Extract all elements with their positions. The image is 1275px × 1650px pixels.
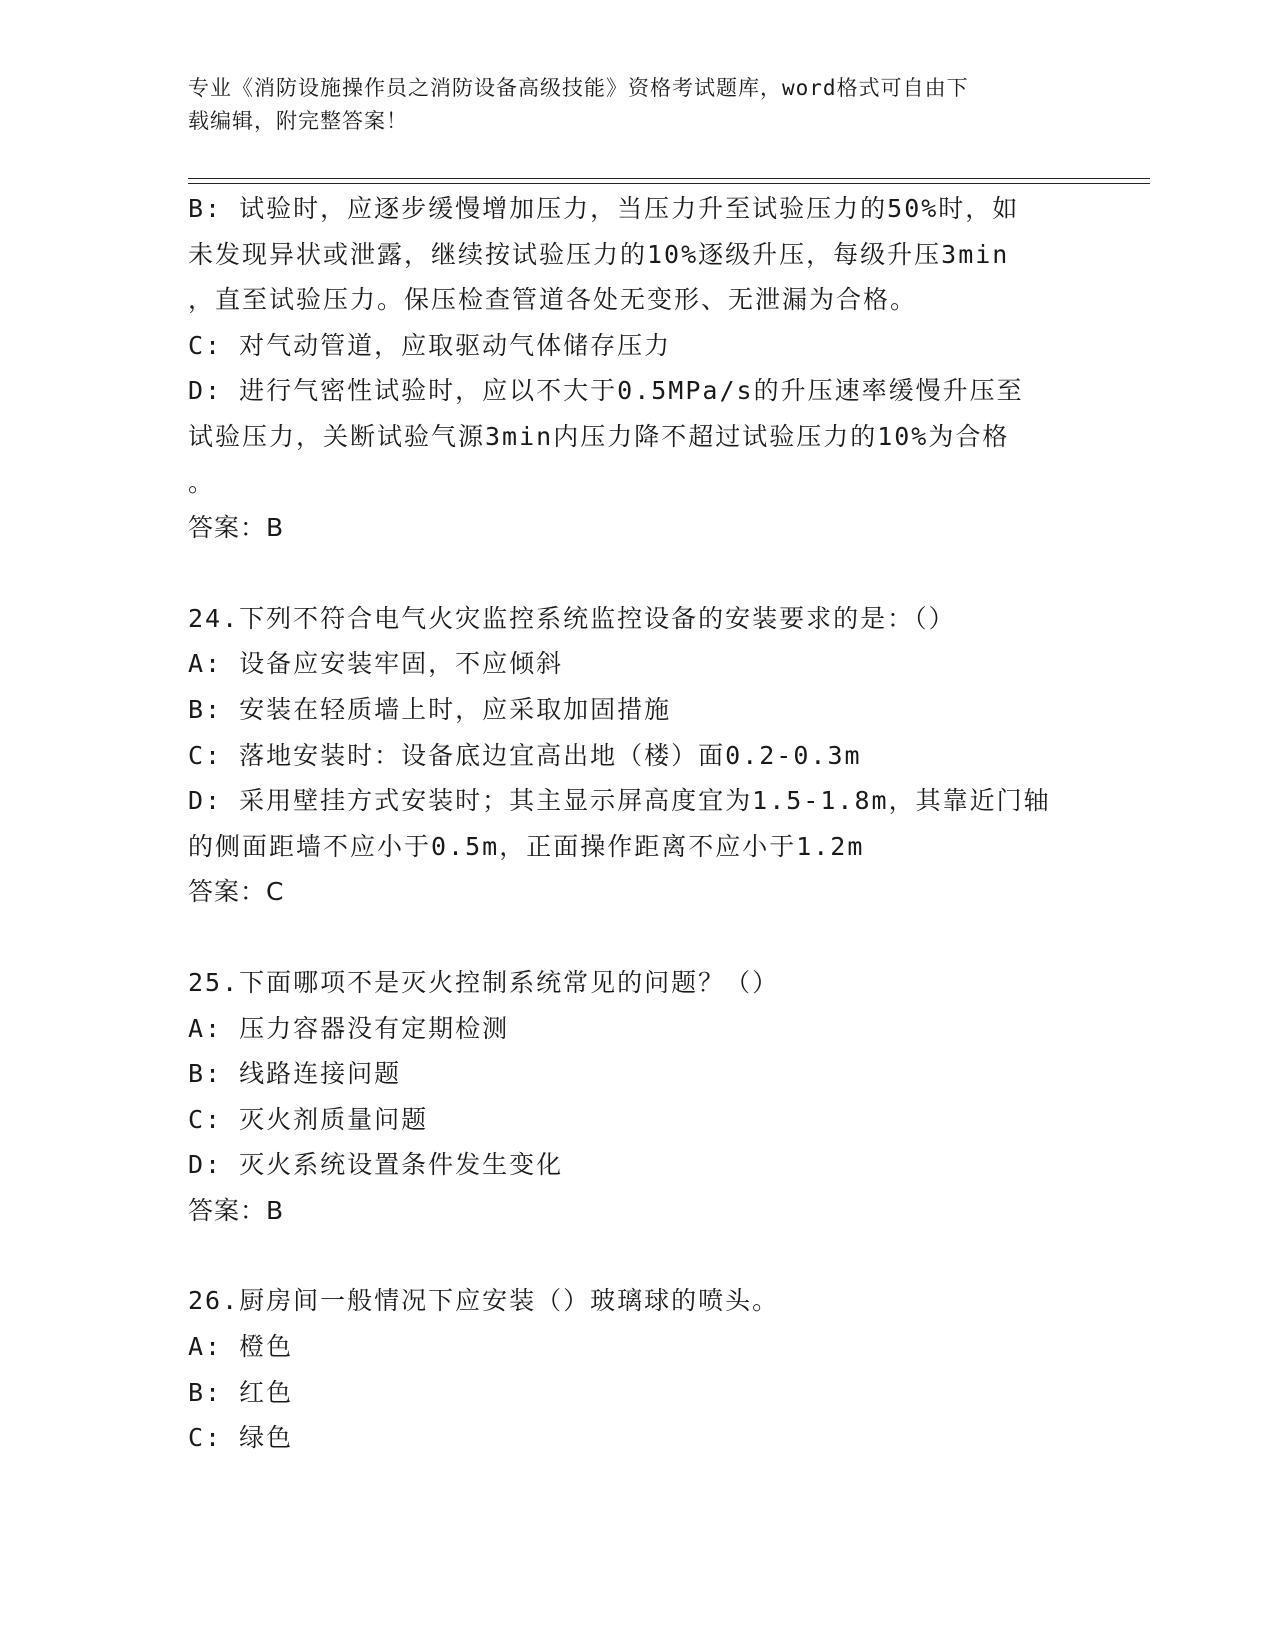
q23-option-b-line-1: B: 试验时，应逐步缓慢增加压力，当压力升至试验压力的50%时，如 bbox=[188, 194, 1020, 223]
q26-option-c: C: 绿色 bbox=[188, 1423, 294, 1453]
header-line-1: 专业《消防设施操作员之消防设备高级技能》资格考试题库，word格式可自由下 bbox=[188, 76, 969, 100]
q23-option-b-line-3: ，直至试验压力。保压检查管道各处无变形、无泄漏为合格。 bbox=[188, 285, 918, 315]
question-spacer bbox=[188, 551, 1088, 596]
header-divider-bottom bbox=[188, 183, 1150, 184]
q25-option-b: B: 线路连接问题 bbox=[188, 1059, 402, 1089]
question-26 bbox=[188, 1278, 1088, 1460]
question-23-continued bbox=[188, 186, 1088, 551]
q23-option-d-line-2: 试验压力，关断试验气源3min内压力降不超过试验压力的10%为合格 bbox=[188, 421, 1010, 451]
q26-question: 26.厨房间一般情况下应安装（）玻璃球的喷头。 bbox=[188, 1286, 780, 1316]
q24-question: 24.下列不符合电气火灾监控系统监控设备的安装要求的是：（） bbox=[188, 603, 956, 633]
q23-option-b-line-2: 未发现异状或泄露，继续按试验压力的10%逐级升压，每级升压3min bbox=[188, 239, 1010, 269]
q26-option-b: B: 红色 bbox=[188, 1377, 294, 1407]
q25-question: 25.下面哪项不是灭火控制系统常见的问题？（） bbox=[188, 967, 780, 997]
q26-option-a: A: 橙色 bbox=[188, 1332, 294, 1362]
q25-option-a: A: 压力容器没有定期检测 bbox=[188, 1013, 510, 1043]
question-spacer bbox=[188, 915, 1088, 960]
header-divider-top bbox=[188, 178, 1150, 179]
document-header bbox=[188, 72, 1068, 138]
q24-answer: 答案：C bbox=[188, 877, 285, 907]
q25-answer: 答案：B bbox=[188, 1195, 285, 1225]
q25-option-c: C: 灭火剂质量问题 bbox=[188, 1104, 429, 1134]
q23-option-c: C: 对气动管道，应取驱动气体储存压力 bbox=[188, 330, 672, 360]
q23-option-d-line-3: 。 bbox=[188, 467, 216, 497]
question-25 bbox=[188, 960, 1088, 1234]
q25-option-d: D: 灭火系统设置条件发生变化 bbox=[188, 1150, 564, 1180]
q23-answer: 答案：B bbox=[188, 513, 285, 543]
q23-option-d-line-1: D: 进行气密性试验时，应以不大于0.5MPa/s的升压速率缓慢升压至 bbox=[188, 376, 1024, 406]
q24-option-d-line-1: D: 采用壁挂方式安装时；其主显示屏高度宜为1.5-1.8m，其靠近门轴 bbox=[188, 786, 1051, 816]
q24-option-c: C: 落地安装时：设备底边宜高出地（楼）面0.2-0.3m bbox=[188, 740, 862, 770]
q24-option-a: A: 设备应安装牢固，不应倾斜 bbox=[188, 649, 564, 679]
header-line-2: 载编辑，附完整答案！ bbox=[188, 109, 408, 133]
q24-option-d-line-2: 的侧面距墙不应小于0.5m，正面操作距离不应小于1.2m bbox=[188, 831, 865, 861]
q24-option-b: B: 安装在轻质墙上时，应采取加固措施 bbox=[188, 694, 672, 724]
question-24 bbox=[188, 596, 1088, 915]
question-content bbox=[188, 186, 1088, 1461]
question-spacer bbox=[188, 1233, 1088, 1278]
